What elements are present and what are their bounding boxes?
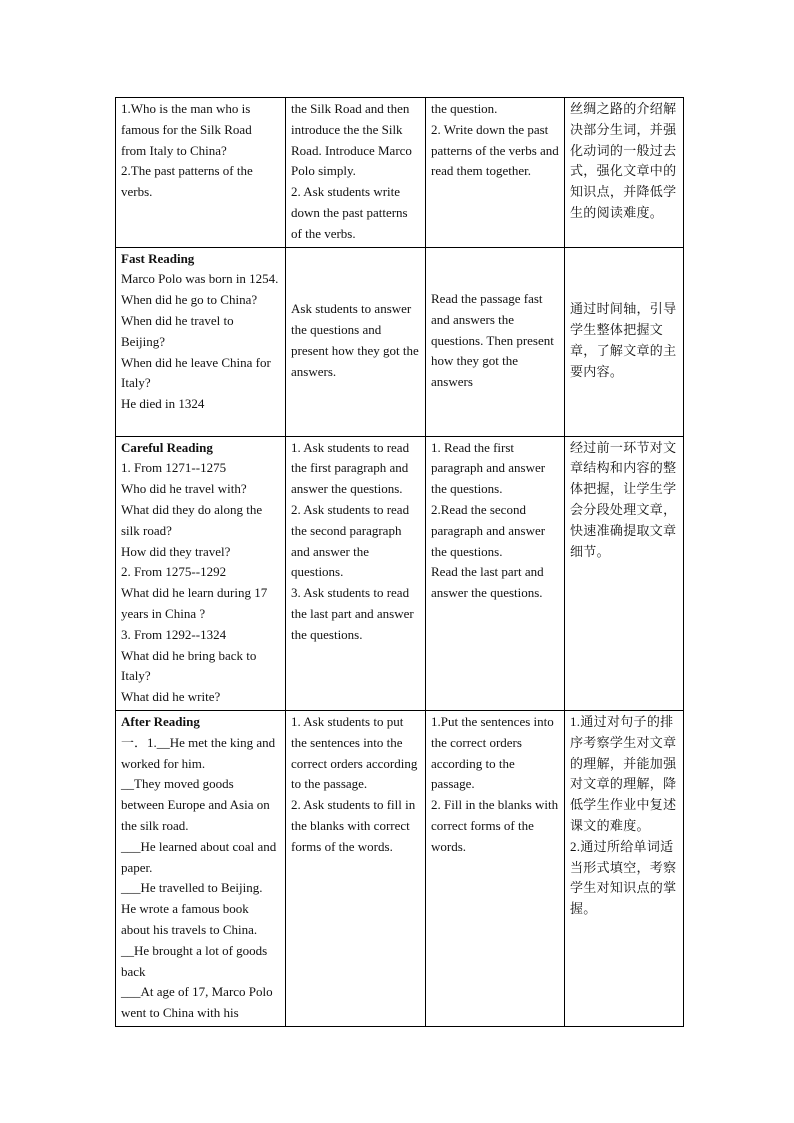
- teacher-line: 1. Ask students to put the sentences into the correct orders according to the passage.: [291, 713, 418, 792]
- table-row: [116, 710, 684, 1026]
- content-line: ___He travelled to Beijing. He wrote a famous book about his travels to China.: [121, 880, 263, 937]
- content-line: __They moved goods between Europe and Asia on the silk road.: [121, 776, 270, 833]
- teacher-activity-cell: [286, 436, 426, 710]
- content-line: 一．1.__He met the king and worked for him.: [121, 734, 276, 771]
- content-line: What did he bring back to Italy?: [121, 647, 257, 684]
- content-line: 1. From 1271--1275: [121, 460, 227, 476]
- purpose-cell: 经过前一环节对文章结构和内容的整体把握，让学生学会分段处理文章，快速准确提取文章细节。: [565, 436, 684, 710]
- content-line: When did he go to China?: [121, 292, 258, 308]
- section-heading: Careful Reading: [121, 439, 213, 455]
- purpose-item: 2.通过所给单词适当形式填空，考察学生对知识点的掌握。: [570, 838, 677, 917]
- student-line: 2.Read the second paragraph and answer the questions.: [431, 501, 546, 559]
- content-line: 2.The past patterns of the verbs.: [121, 163, 253, 200]
- teacher-activity-cell: [286, 247, 426, 436]
- student-line: 1.Put the sentences into the correct orders according to the passage.: [431, 713, 554, 792]
- content-line: 1.Who is the man who is famous for the Silk Road from Italy to China?: [121, 101, 252, 158]
- teacher-line: Ask students to answer the questions and present how they got the answers.: [291, 301, 419, 379]
- student-activity-cell: [426, 247, 565, 436]
- teacher-line: 3. Ask students to read the last part and answer the questions.: [291, 585, 414, 642]
- teacher-line: 2. Ask students to read the second paragraph and answer the questions.: [291, 501, 410, 580]
- student-line: Read the last part and answer the questions.: [431, 564, 544, 601]
- content-line: What did he learn during 17 years in China ?: [121, 585, 268, 621]
- teacher-line: 1. Ask students to read the first paragraph and answer the questions.: [291, 439, 410, 497]
- section-heading: Fast Reading: [121, 250, 195, 266]
- student-activity-cell: [426, 98, 565, 248]
- table-row: [116, 247, 684, 436]
- purpose-cell: [565, 710, 684, 1026]
- purpose-cell: 通过时间轴，引导学生整体把握文章，了解文章的主要内容。: [565, 247, 684, 436]
- student-activity-cell: [426, 436, 565, 710]
- purpose-cell: 丝绸之路的介绍解决部分生词，并强化动词的一般过去式，强化文章中的知识点，并降低学生的阅读难度。: [565, 98, 684, 248]
- table-row: [116, 98, 684, 248]
- content-line: ___At age of 17, Marco Polo went to China with his: [121, 984, 273, 1021]
- student-line: 2. Fill in the blanks with correct forms of the words.: [431, 797, 559, 854]
- content-line: What did he write?: [121, 689, 221, 705]
- student-line: 2. Write down the past patterns of the verbs and read them together.: [431, 121, 559, 179]
- table-row: [116, 436, 684, 710]
- content-line: How did they travel?: [121, 543, 231, 559]
- content-cell: [116, 98, 286, 248]
- teacher-activity-cell: [286, 98, 426, 248]
- teacher-line: 2. Ask students to fill in the blanks with correct forms of the words.: [291, 797, 416, 854]
- content-line: ___He learned about coal and paper.: [121, 838, 277, 875]
- content-line: Marco Polo was born in 1254.: [121, 271, 279, 287]
- student-line: 1. Read the first paragraph and answer the questions.: [431, 439, 546, 497]
- content-line: When did he travel to Beijing?: [121, 312, 234, 349]
- lesson-plan-table: [115, 97, 684, 1027]
- content-line: He died in 1324: [121, 396, 205, 412]
- student-line: the question.: [431, 101, 498, 116]
- section-heading: After Reading: [121, 713, 200, 729]
- content-line: __He brought a lot of goods back: [121, 942, 268, 979]
- student-activity-cell: [426, 710, 565, 1026]
- purpose-item: 1.通过对句子的排序考察学生对文章的理解，并能加强对文章的理解，降低学生作业中复述课文的难度。: [570, 713, 677, 833]
- student-line: Read the passage fast and answers the questions. Then present how they got the answers: [431, 291, 554, 390]
- content-cell: [116, 710, 286, 1026]
- content-line: 2. From 1275--1292: [121, 564, 227, 580]
- content-line: 3. From 1292--1324: [121, 626, 227, 642]
- content-line: Who did he travel with?: [121, 481, 247, 497]
- teacher-activity-cell: [286, 710, 426, 1026]
- content-cell: [116, 436, 286, 710]
- content-cell: [116, 247, 286, 436]
- teacher-line: the Silk Road and then introduce the the Silk Road. Introduce Marco Polo simply.: [291, 101, 412, 179]
- content-line: When did he leave China for Italy?: [121, 354, 271, 391]
- teacher-line: 2. Ask students write down the past patterns of the verbs.: [291, 184, 408, 241]
- content-line: What did they do along the silk road?: [121, 501, 263, 538]
